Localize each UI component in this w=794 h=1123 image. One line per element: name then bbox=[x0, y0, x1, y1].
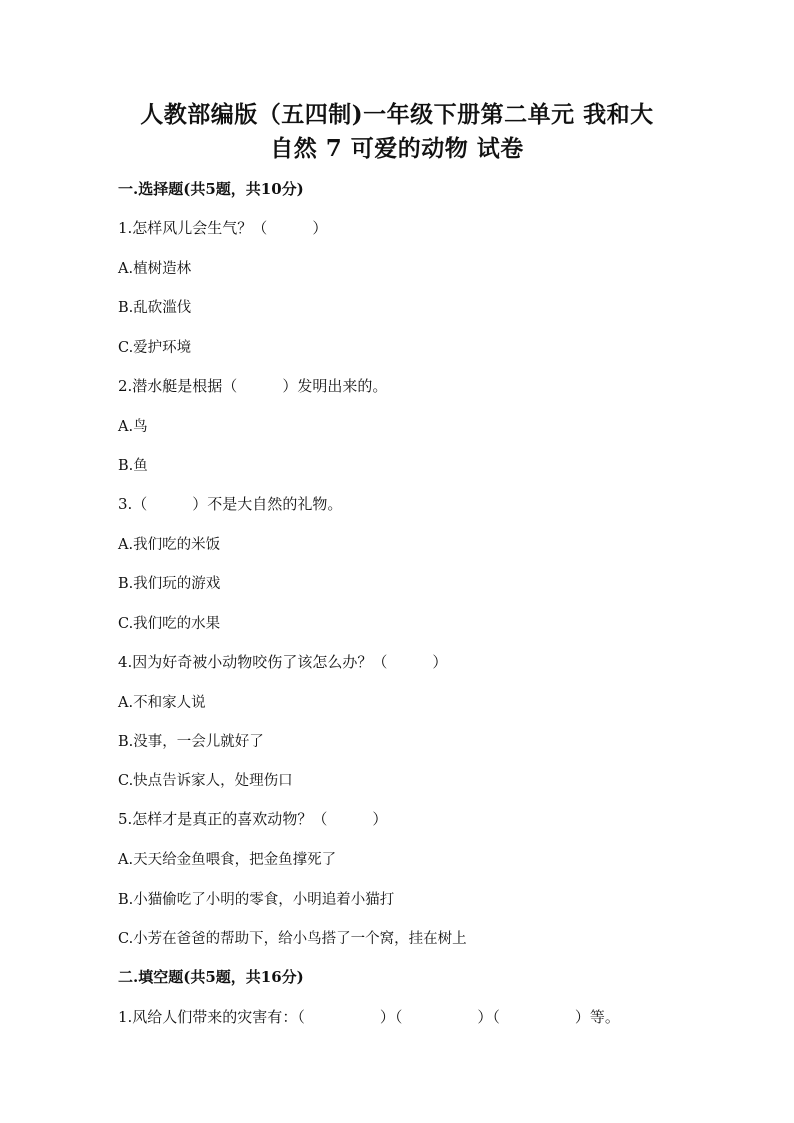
question-3-option-c: C.我们吃的水果 bbox=[118, 616, 221, 632]
question-4-option-b: B.没事，一会儿就好了 bbox=[118, 734, 264, 750]
fill-question-1: 1.风给人们带来的灾害有：（ ）（ ）（ ）等。 bbox=[118, 1008, 620, 1026]
question-1-option-c: C.爱护环境 bbox=[118, 340, 192, 356]
question-1: 1.怎样风儿会生气？（ ） bbox=[118, 219, 328, 237]
question-5: 5.怎样才是真正的喜欢动物？（ ） bbox=[118, 810, 388, 828]
question-5-option-a: A.天天给金鱼喂食，把金鱼撑死了 bbox=[118, 852, 337, 868]
section-heading-choice: 一.选择题(共5题，共10分) bbox=[118, 180, 304, 198]
question-1-option-b: B.乱砍滥伐 bbox=[118, 300, 192, 316]
question-4: 4.因为好奇被小动物咬伤了该怎么办？（ ） bbox=[118, 653, 448, 671]
page-title-line2: 自然 7 可爱的动物 试卷 bbox=[270, 135, 524, 162]
question-3: 3.（ ）不是大自然的礼物。 bbox=[118, 495, 343, 513]
question-5-option-c: C.小芳在爸爸的帮助下，给小鸟搭了一个窝，挂在树上 bbox=[118, 931, 467, 947]
question-5-option-b: B.小猫偷吃了小明的零食，小明追着小猫打 bbox=[118, 892, 395, 908]
question-4-option-c: C.快点告诉家人，处理伤口 bbox=[118, 773, 293, 789]
page-title-line1: 人教部编版（五四制)一年级下册第二单元 我和大 bbox=[140, 101, 654, 128]
question-3-option-b: B.我们玩的游戏 bbox=[118, 576, 221, 592]
question-2-option-a: A.鸟 bbox=[118, 419, 148, 435]
question-4-option-a: A.不和家人说 bbox=[118, 695, 206, 711]
question-3-option-a: A.我们吃的米饭 bbox=[118, 537, 221, 553]
question-2: 2.潜水艇是根据（ ）发明出来的。 bbox=[118, 377, 388, 395]
question-1-option-a: A.植树造林 bbox=[118, 261, 192, 277]
section-heading-fill: 二.填空题(共5题，共16分) bbox=[118, 968, 304, 986]
question-2-option-b: B.鱼 bbox=[118, 458, 148, 474]
